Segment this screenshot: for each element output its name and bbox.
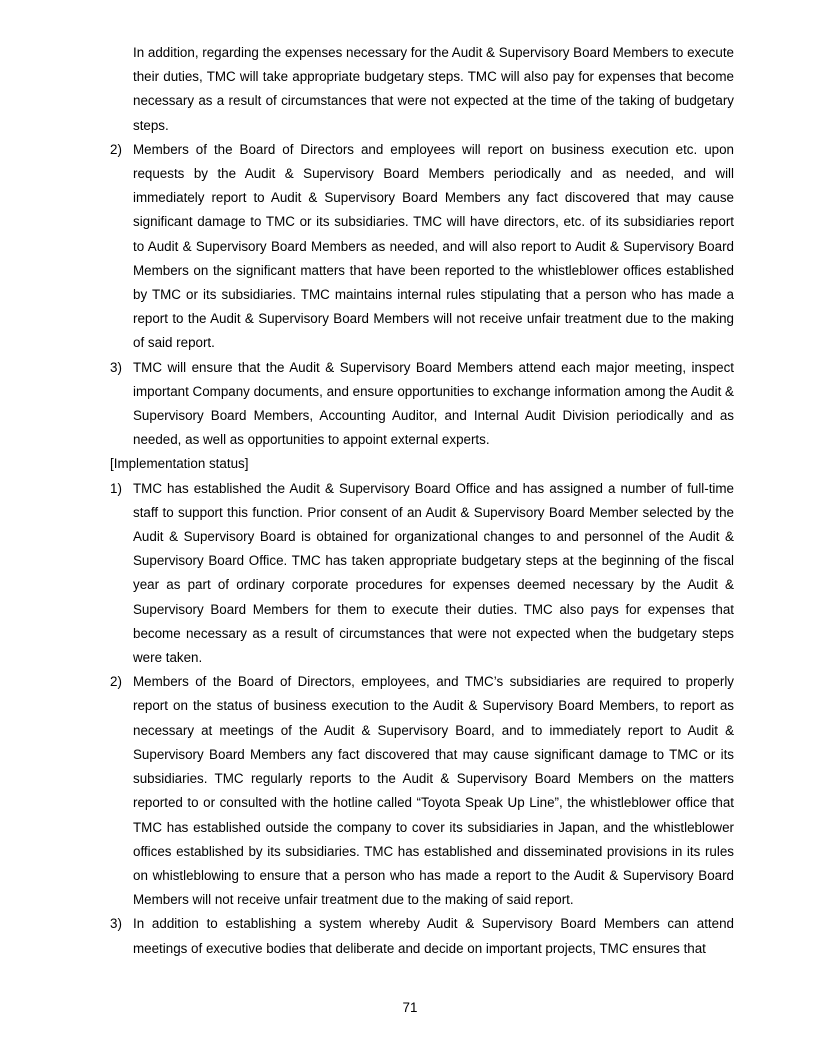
list-item xyxy=(110,912,734,960)
list-marker: 2) xyxy=(110,674,122,690)
document-body xyxy=(110,41,734,961)
list-item-text: Members of the Board of Directors, employees, and TMC’s subsidiaries are required to properly report on the status of business execution to the Audit & Supervisory Board Members, to report as necessary at meetings of the Audit & Supervisory Board, and to immediately report to Audit & Supervisory Board Members any fact discovered that may cause significant damage to TMC or its subsidiaries. TMC regularly reports to the Audit & Supervisory Board Members on the matters reported to or consulted with the hotline called “Toyota Speak Up Line”, the whistleblower office that TMC has established outside the company to cover its subsidiaries in Japan, and the whistleblower offices established by its subsidiaries. TMC has established and disseminated provisions in its rules on whistleblowing to ensure that a person who has made a report to the Audit & Supervisory Board Members will not receive unfair treatment due to the making of said report. xyxy=(133,674,734,908)
list-item-text: In addition to establishing a system whereby Audit & Supervisory Board Members can attend meetings of executive bodies that deliberate and decide on important projects, TMC ensures that xyxy=(133,916,734,956)
list-item-text: TMC has established the Audit & Supervisory Board Office and has assigned a number of full-time staff to support this function. Prior consent of an Audit & Supervisory Board Member selected by the Audit & Supervisory Board is obtained for organizational changes to and personnel of the Audit & Supervisory Board Office. TMC has taken appropriate budgetary steps at the beginning of the fiscal year as part of ordinary corporate procedures for expenses deemed necessary by the Audit & Supervisory Board Members for them to execute their duties. TMC also pays for expenses that become necessary as a result of circumstances that were not expected when the budgetary steps were taken. xyxy=(133,480,734,666)
list-item-text: Members of the Board of Directors and employees will report on business execution etc. upon requests by the Audit & Supervisory Board Members periodically and as needed, and will immediately report to Audit & Supervisory Board Members any fact discovered that may cause significant damage to TMC or its subsidiaries. TMC will have directors, etc. of its subsidiaries report to Audit & Supervisory Board Members as needed, and will also report to Audit & Supervisory Board Members on the significant matters that have been reported to the whistleblower offices established by TMC or its subsidiaries. TMC maintains internal rules stipulating that a person who has made a report to the Audit & Supervisory Board Members will not receive unfair treatment due to the making of said report. xyxy=(133,141,734,351)
paragraph-continuation: In addition, regarding the expenses necessary for the Audit & Supervisory Board Members to execute their duties, TMC will take appropriate budgetary steps. TMC will also pay for expenses that become necessary as a result of circumstances that were not expected at the time of the taking of budgetary steps. xyxy=(133,45,734,133)
list-marker: 1) xyxy=(110,480,122,496)
implementation-status-heading: [Implementation status] xyxy=(110,456,249,472)
list-item xyxy=(110,670,734,912)
list-item xyxy=(110,477,734,671)
page-number: 71 xyxy=(402,1000,418,1015)
list-item xyxy=(110,138,734,356)
list-item-text: TMC will ensure that the Audit & Supervisory Board Members attend each major meeting, inspect important Company documents, and ensure opportunities to exchange information among the Audit & Supervisory Board Members, Accounting Auditor, and Internal Audit Division periodically and as needed, as well as opportunities to appoint external experts. xyxy=(133,359,734,448)
list-item xyxy=(110,356,734,453)
list-marker: 3) xyxy=(110,359,122,375)
list-marker: 2) xyxy=(110,141,122,157)
list-marker: 3) xyxy=(110,916,122,932)
